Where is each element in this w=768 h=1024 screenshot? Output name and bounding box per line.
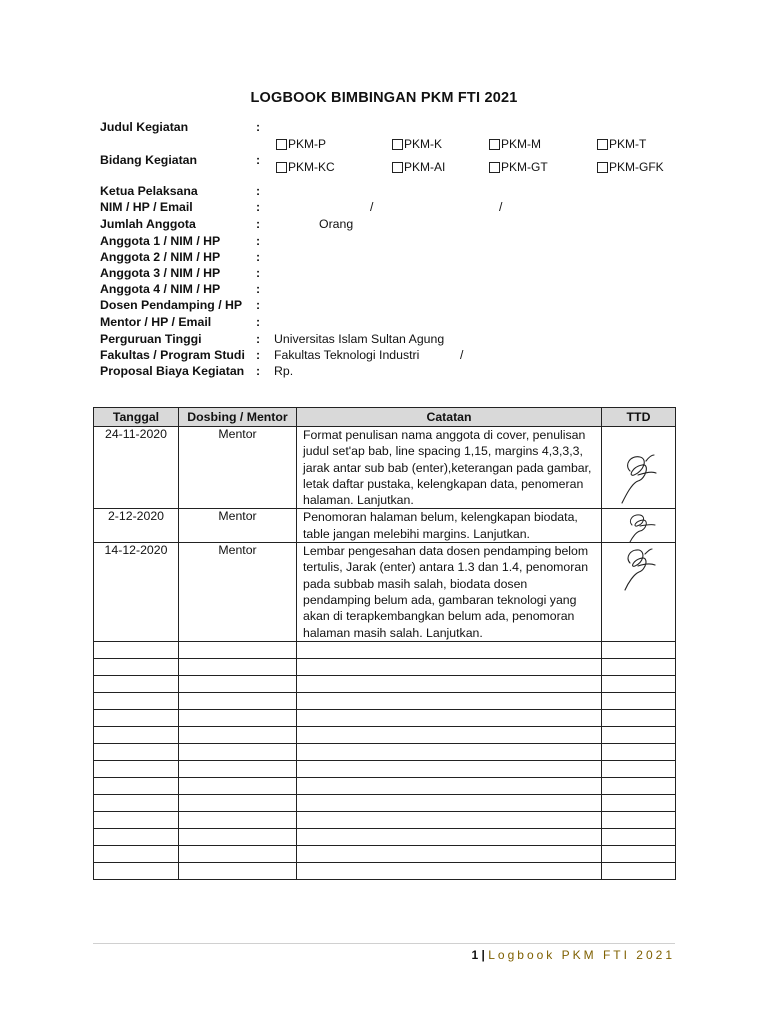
table-row — [94, 427, 676, 509]
field-colon: : — [256, 282, 261, 296]
row-date: 14-12-2020 — [94, 543, 179, 642]
empty-cell[interactable] — [297, 743, 602, 760]
checkbox-box-icon — [276, 139, 287, 150]
field-colon: : — [256, 332, 261, 346]
checkbox-box-icon — [597, 139, 608, 150]
checkbox-pkm-kc[interactable] — [276, 160, 335, 174]
signature-cell — [602, 427, 676, 509]
empty-cell[interactable] — [94, 743, 179, 760]
empty-cell[interactable] — [602, 692, 676, 709]
row-mentor: Mentor — [179, 509, 297, 543]
checkbox-label: PKM-GT — [501, 160, 548, 174]
field-label: Ketua Pelaksana — [100, 184, 198, 198]
empty-cell[interactable] — [179, 658, 297, 675]
row-mentor: Mentor — [179, 427, 297, 509]
checkbox-label: PKM-K — [404, 137, 443, 151]
footer-divider-bar: | — [481, 948, 485, 962]
field-colon: : — [256, 200, 261, 214]
field-colon: : — [256, 120, 261, 134]
empty-cell[interactable] — [94, 641, 179, 658]
empty-cell[interactable] — [297, 794, 602, 811]
empty-cell[interactable] — [179, 845, 297, 862]
empty-cell[interactable] — [94, 658, 179, 675]
signature-cell — [602, 543, 676, 642]
table-header-row — [94, 408, 676, 427]
empty-cell[interactable] — [602, 845, 676, 862]
checkbox-pkm-gfk[interactable] — [597, 160, 664, 174]
field-colon: : — [256, 348, 261, 362]
header-dosbing: Dosbing / Mentor — [179, 408, 297, 427]
empty-cell[interactable] — [94, 794, 179, 811]
checkbox-pkm-p[interactable] — [276, 137, 326, 151]
empty-cell[interactable] — [297, 828, 602, 845]
table-row — [94, 743, 676, 760]
empty-cell[interactable] — [297, 845, 602, 862]
field-label: Jumlah Anggota — [100, 217, 196, 231]
table-row — [94, 828, 676, 845]
empty-cell[interactable] — [602, 794, 676, 811]
empty-cell[interactable] — [179, 760, 297, 777]
nim-separator: / — [499, 200, 503, 214]
page-footer — [472, 948, 675, 962]
empty-cell[interactable] — [94, 709, 179, 726]
checkbox-box-icon — [489, 139, 500, 150]
checkbox-label: PKM-M — [501, 137, 541, 151]
page-title: LOGBOOK BIMBINGAN PKM FTI 2021 — [250, 90, 518, 106]
empty-cell[interactable] — [297, 862, 602, 879]
page-number: 1 — [471, 948, 479, 962]
checkbox-label: PKM-KC — [288, 160, 335, 174]
empty-cell[interactable] — [179, 692, 297, 709]
row-note: Lembar pengesahan data dosen pendamping belom tertulis, Jarak (enter) antara 1.3 dan 1.4, penomoran pada subbab masih salah, biodata dosen pendamping belum ada, gambaran teknologi yang akan di terapkembangkan belum ada, penomoran halaman masih salah. Lanjutkan. — [297, 543, 602, 642]
empty-cell[interactable] — [179, 641, 297, 658]
empty-cell[interactable] — [94, 726, 179, 743]
empty-cell[interactable] — [94, 845, 179, 862]
empty-cell[interactable] — [602, 760, 676, 777]
empty-cell[interactable] — [297, 777, 602, 794]
checkbox-box-icon — [392, 162, 403, 173]
table-row — [94, 777, 676, 794]
header-catatan: Catatan — [297, 408, 602, 427]
field-label: Proposal Biaya Kegiatan — [100, 364, 245, 378]
table-row — [94, 543, 676, 642]
table-row — [94, 658, 676, 675]
field-label: Anggota 3 / NIM / HP — [100, 266, 221, 280]
checkbox-pkm-k[interactable] — [392, 137, 442, 151]
row-note: Format penulisan nama anggota di cover, penulisan judul set'ap bab, line spacing 1,15, margins 4,3,3,3, jarak antar sub bab (enter),keterangan pada gambar, letak daftar pustaka, kelengkapan data, penomeran halaman. Lanjutkan. — [297, 427, 602, 509]
field-label: Anggota 2 / NIM / HP — [100, 250, 221, 264]
table-row — [94, 726, 676, 743]
empty-cell[interactable] — [602, 658, 676, 675]
field-colon: : — [256, 153, 261, 167]
empty-cell[interactable] — [94, 777, 179, 794]
empty-cell[interactable] — [297, 709, 602, 726]
field-label: Fakultas / Program Studi — [100, 348, 245, 362]
table-row — [94, 845, 676, 862]
field-label: Judul Kegiatan — [100, 120, 189, 134]
field-colon: : — [256, 298, 261, 312]
checkbox-label: PKM-P — [288, 137, 327, 151]
checkbox-label: PKM-AI — [404, 160, 446, 174]
field-label: Mentor / HP / Email — [100, 315, 212, 329]
header-tanggal: Tanggal — [94, 408, 179, 427]
field-label: Anggota 4 / NIM / HP — [100, 282, 221, 296]
empty-cell[interactable] — [602, 641, 676, 658]
empty-cell[interactable] — [602, 862, 676, 879]
empty-cell[interactable] — [179, 726, 297, 743]
table-row — [94, 675, 676, 692]
field-value: Universitas Islam Sultan Agung — [274, 332, 445, 346]
field-label: Perguruan Tinggi — [100, 332, 202, 346]
field-label: Dosen Pendamping / HP — [100, 298, 243, 312]
field-value: Fakultas Teknologi Industri — [274, 348, 420, 362]
field-colon: : — [256, 315, 261, 329]
empty-cell[interactable] — [602, 709, 676, 726]
table-row — [94, 862, 676, 879]
checkbox-box-icon — [276, 162, 287, 173]
empty-cell[interactable] — [179, 743, 297, 760]
field-label: NIM / HP / Email — [100, 200, 193, 214]
checkbox-label: PKM-T — [609, 137, 647, 151]
checkbox-pkm-gt[interactable] — [489, 160, 548, 174]
row-date: 24-11-2020 — [94, 427, 179, 509]
field-colon: : — [256, 217, 261, 231]
field-value: Rp. — [274, 364, 294, 378]
checkbox-pkm-m[interactable] — [489, 137, 541, 151]
empty-cell[interactable] — [94, 675, 179, 692]
empty-cell[interactable] — [602, 675, 676, 692]
empty-cell[interactable] — [179, 828, 297, 845]
empty-cell[interactable] — [602, 743, 676, 760]
table-row — [94, 509, 676, 543]
empty-cell[interactable] — [602, 811, 676, 828]
checkbox-box-icon — [489, 162, 500, 173]
empty-cell[interactable] — [297, 811, 602, 828]
field-colon: : — [256, 266, 261, 280]
empty-cell[interactable] — [297, 641, 602, 658]
empty-cell[interactable] — [94, 828, 179, 845]
signature-cell — [602, 509, 676, 543]
empty-cell[interactable] — [297, 692, 602, 709]
empty-cell[interactable] — [179, 777, 297, 794]
field-label: Bidang Kegiatan — [100, 153, 198, 167]
row-date: 2-12-2020 — [94, 509, 179, 543]
table-row — [94, 760, 676, 777]
signature-icon — [618, 545, 658, 591]
signature-icon — [622, 511, 658, 543]
empty-cell[interactable] — [297, 726, 602, 743]
header-ttd: TTD — [602, 408, 676, 427]
logbook-table — [93, 407, 676, 880]
table-row — [94, 641, 676, 658]
empty-cell[interactable] — [179, 675, 297, 692]
empty-cell[interactable] — [179, 862, 297, 879]
fakultas-separator: / — [460, 348, 464, 362]
table-row — [94, 709, 676, 726]
empty-cell[interactable] — [179, 794, 297, 811]
empty-cell[interactable] — [179, 709, 297, 726]
empty-cell[interactable] — [297, 760, 602, 777]
empty-cell[interactable] — [602, 777, 676, 794]
field-colon: : — [256, 184, 261, 198]
checkbox-box-icon — [597, 162, 608, 173]
empty-cell[interactable] — [94, 692, 179, 709]
field-colon: : — [256, 250, 261, 264]
empty-cell[interactable] — [94, 811, 179, 828]
empty-cell[interactable] — [602, 828, 676, 845]
field-label: Anggota 1 / NIM / HP — [100, 234, 221, 248]
field-colon: : — [256, 364, 261, 378]
table-row — [94, 794, 676, 811]
checkbox-pkm-ai[interactable] — [392, 160, 445, 174]
checkbox-box-icon — [392, 139, 403, 150]
nim-separator: / — [370, 200, 374, 214]
empty-cell[interactable] — [297, 658, 602, 675]
empty-cell[interactable] — [602, 726, 676, 743]
empty-cell[interactable] — [94, 760, 179, 777]
row-note: Penomoran halaman belum, kelengkapan biodata, table jangan melebihi margins. Lanjutkan. — [297, 509, 602, 543]
row-mentor: Mentor — [179, 543, 297, 642]
checkbox-pkm-t[interactable] — [597, 137, 646, 151]
empty-cell[interactable] — [94, 862, 179, 879]
table-row — [94, 811, 676, 828]
footer-divider — [93, 943, 675, 944]
signature-icon — [616, 449, 660, 505]
checkbox-label: PKM-GFK — [609, 160, 664, 174]
empty-cell[interactable] — [297, 675, 602, 692]
field-colon: : — [256, 234, 261, 248]
jumlah-unit: Orang — [319, 217, 354, 231]
table-row — [94, 692, 676, 709]
footer-text: Logbook PKM FTI 2021 — [488, 948, 675, 962]
empty-cell[interactable] — [179, 811, 297, 828]
